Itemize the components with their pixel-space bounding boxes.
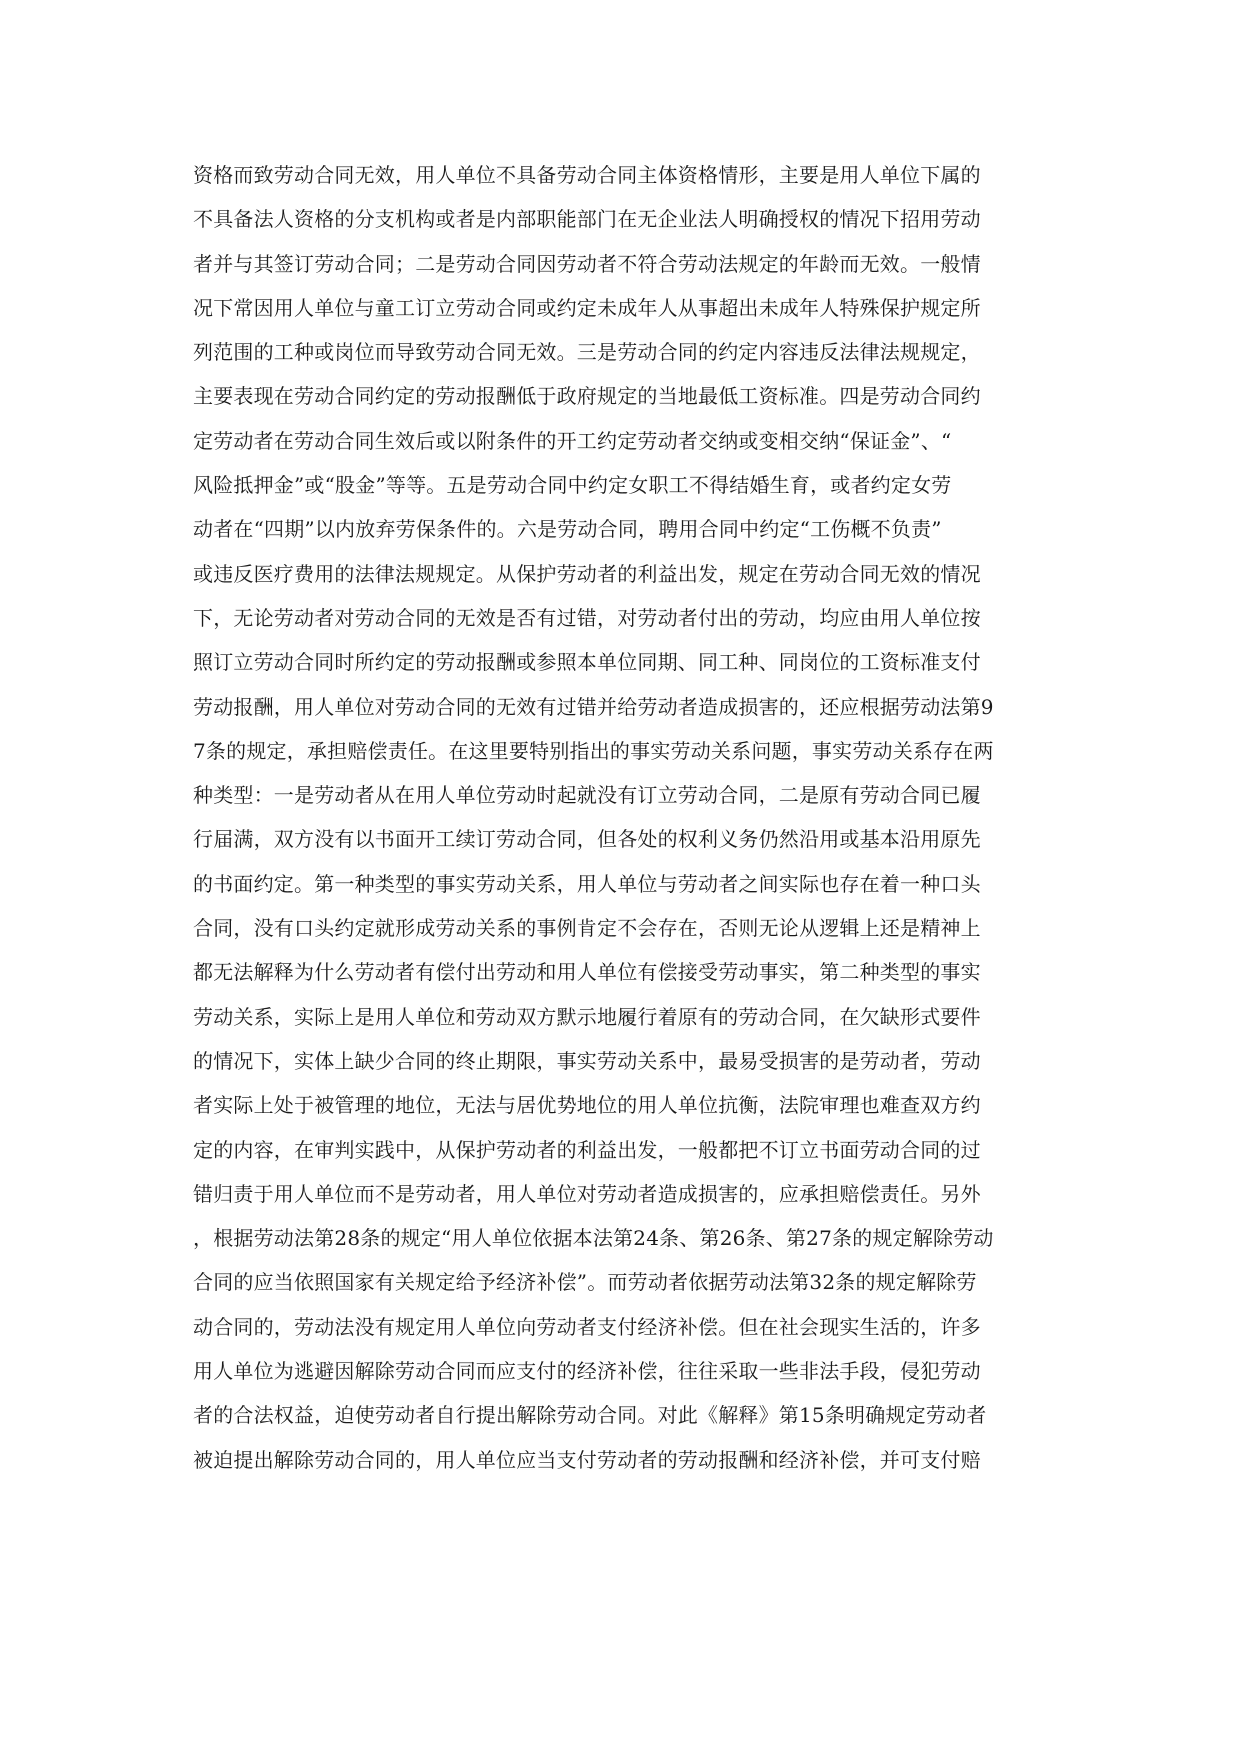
text-line: 主要表现在劳动合同约定的劳动报酬低于政府规定的当地最低工资标准。四是劳动合同约 [193, 384, 981, 409]
text-line: 劳动关系，实际上是用人单位和劳动双方默示地履行着原有的劳动合同，在欠缺形式要件 [193, 1004, 981, 1029]
text-line: 况下常因用人单位与童工订立劳动合同或约定未成年人从事超出未成年人特殊保护规定所 [193, 295, 981, 320]
text-line: 不具备法人资格的分支机构或者是内部职能部门在无企业法人明确授权的情况下招用劳动 [193, 207, 981, 232]
text-line: 动合同的，劳动法没有规定用人单位向劳动者支付经济补偿。但在社会现实生活的，许多 [193, 1314, 981, 1339]
text-line: 定劳动者在劳动合同生效后或以附条件的开工约定劳动者交纳或变相交纳“保证金”、“ [193, 428, 952, 453]
text-line: 下，无论劳动者对劳动合同的无效是否有过错，对劳动者付出的劳动，均应由用人单位按 [193, 605, 981, 630]
text-line: 动者在“四期”以内放弃劳保条件的。六是劳动合同，聘用合同中约定“工伤概不负责” [193, 517, 942, 542]
text-line: 合同，没有口头约定就形成劳动关系的事例肯定不会存在，否则无论从逻辑上还是精神上 [193, 916, 981, 941]
text-line: 种类型：一是劳动者从在用人单位劳动时起就没有订立劳动合同，二是原有劳动合同已履 [193, 783, 981, 808]
text-line: ，根据劳动法第28条的规定“用人单位依据本法第24条、第26条、第27条的规定解除劳动 [193, 1226, 994, 1251]
text-line: 者并与其签订劳动合同；二是劳动合同因劳动者不符合劳动法规定的年龄而无效。一般情 [193, 251, 981, 276]
text-line: 者的合法权益，迫使劳动者自行提出解除劳动合同。对此《解释》第15条明确规定劳动者 [193, 1403, 987, 1428]
text-line: 者实际上处于被管理的地位，无法与居优势地位的用人单位抗衡，法院审理也难查双方约 [193, 1093, 981, 1118]
text-line: 用人单位为逃避因解除劳动合同而应支付的经济补偿，往往采取一些非法手段，侵犯劳动 [193, 1359, 981, 1384]
text-line: 7条的规定，承担赔偿责任。在这里要特别指出的事实劳动关系问题，事实劳动关系存在两 [193, 738, 994, 763]
text-line: 列范围的工种或岗位而导致劳动合同无效。三是劳动合同的约定内容违反法律法规规定， [193, 340, 981, 365]
text-line: 错归责于用人单位而不是劳动者，用人单位对劳动者造成损害的，应承担赔偿责任。另外 [193, 1181, 981, 1206]
text-line: 照订立劳动合同时所约定的劳动报酬或参照本单位同期、同工种、同岗位的工资标准支付 [193, 650, 981, 675]
text-line: 都无法解释为什么劳动者有偿付出劳动和用人单位有偿接受劳动事实，第二种类型的事实 [193, 960, 981, 985]
text-line: 风险抵押金”或“股金”等等。五是劳动合同中约定女职工不得结婚生育，或者约定女劳 [193, 473, 952, 498]
text-line: 定的内容，在审判实践中，从保护劳动者的利益出发，一般都把不订立书面劳动合同的过 [193, 1137, 981, 1162]
text-line: 合同的应当依照国家有关规定给予经济补偿”。而劳动者依据劳动法第32条的规定解除劳 [193, 1270, 977, 1295]
text-line: 或违反医疗费用的法律法规规定。从保护劳动者的利益出发，规定在劳动合同无效的情况 [193, 561, 981, 586]
text-line: 资格而致劳动合同无效，用人单位不具备劳动合同主体资格情形，主要是用人单位下属的 [193, 163, 981, 187]
body-text [193, 153, 1053, 1482]
text-line: 被迫提出解除劳动合同的，用人单位应当支付劳动者的劳动报酬和经济补偿，并可支付赔 [193, 1447, 981, 1472]
text-line: 行届满，双方没有以书面开工续订劳动合同，但各处的权利义务仍然沿用或基本沿用原先 [193, 827, 981, 852]
text-line: 的书面约定。第一种类型的事实劳动关系，用人单位与劳动者之间实际也存在着一种口头 [193, 871, 981, 896]
text-line: 的情况下，实体上缺少合同的终止期限，事实劳动关系中，最易受损害的是劳动者，劳动 [193, 1048, 981, 1073]
text-line: 劳动报酬，用人单位对劳动合同的无效有过错并给劳动者造成损害的，还应根据劳动法第9 [193, 694, 994, 719]
